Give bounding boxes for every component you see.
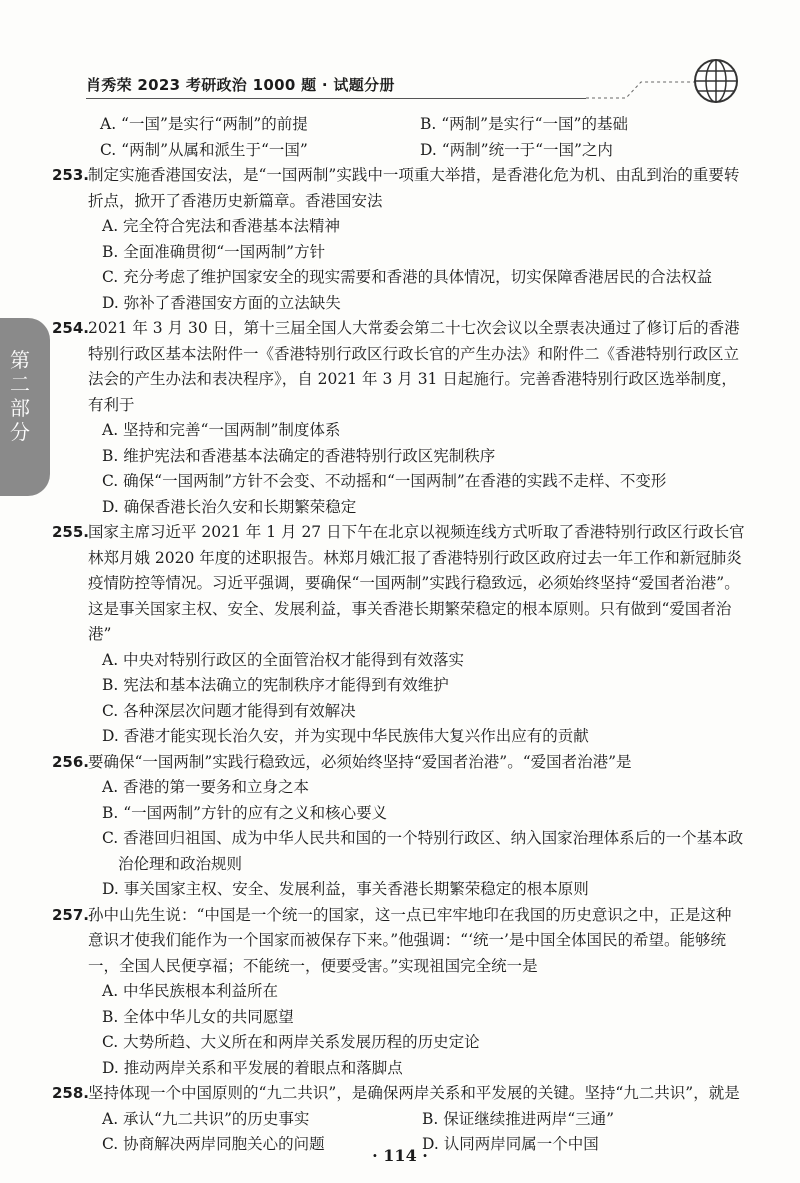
header-dashed-line (586, 68, 696, 100)
question-number: 256. (52, 752, 90, 771)
section-tab-char: 部 (10, 396, 30, 420)
question-stem: 国家主席习近平 2021 年 1 月 27 日下午在北京以视频连线方式听取了香港特别行政区行政长官林郑月娥 2020 年度的述职报告。林郑月娥汇报了香港特别行政区政府过去一年工作和新冠肺炎疫情防控等情况。习近平强调，要确保“一国两制”实践行稳致远，必须始终坚持“爱国者治港”。这是事关国家主权、安全、发展利益，事关香港长期繁荣稳定的根本原则。只有做到“爱国者治港” (88, 523, 745, 643)
option: C. 香港回归祖国、成为中华人民共和国的一个特别行政区、纳入国家治理体系后的一个基本政治伦理和政治规则 (102, 829, 744, 873)
option: D. 认同两岸同属一个中国 (422, 1135, 599, 1153)
option: C. “两制”从属和派生于“一国” (100, 140, 308, 159)
option: C. 协商解决两岸同胞关心的问题 (102, 1135, 325, 1153)
question-number: 254. (52, 319, 90, 337)
option: A. 中央对特别行政区的全面管治权才能得到有效落实 (102, 650, 465, 669)
option: B. “两制”是实行“一国”的基础 (420, 115, 628, 133)
option: D. 香港才能实现长治久安，并为实现中华民族伟大复兴作出应有的贡献 (102, 727, 589, 745)
option: B. 保证继续推进两岸“三通” (422, 1109, 615, 1128)
question-stem: 坚持体现一个中国原则的“九二共识”，是确保两岸关系和平发展的关键。坚持“九二共识”，就是 (88, 1084, 740, 1102)
header-rule (86, 98, 586, 99)
option: D. 推动两岸关系和平发展的着眼点和落脚点 (102, 1058, 403, 1077)
option: B. 全面准确贯彻“一国两制”方针 (102, 242, 326, 261)
question-number: 253. (52, 166, 90, 184)
question-stem: 制定实施香港国安法，是“一国两制”实践中一项重大举措，是香港化危为机、由乱到治的重要转折点，掀开了香港历史新篇章。香港国安法 (88, 166, 740, 210)
question-256 (52, 750, 746, 903)
option: B. 全体中华儿女的共同愿望 (102, 1007, 294, 1026)
option: B. 维护宪法和香港基本法确定的香港特别行政区宪制秩序 (102, 446, 496, 465)
option: D. 弥补了香港国安方面的立法缺失 (102, 293, 341, 312)
prev-question-options (100, 112, 746, 163)
option: A. 坚持和完善“一国两制”制度体系 (102, 421, 341, 439)
question-stem: 要确保“一国两制”实践行稳致远，必须始终坚持“爱国者治港”。“爱国者治港”是 (88, 752, 632, 771)
question-257 (52, 903, 746, 1082)
option: C. 各种深层次问题才能得到有效解决 (102, 701, 356, 720)
option: B. “一国两制”方针的应有之义和核心要义 (102, 803, 388, 822)
option: B. 宪法和基本法确立的宪制秩序才能得到有效维护 (102, 676, 449, 694)
option: C. 确保“一国两制”方针不会变、不动摇和“一国两制”在香港的实践不走样、不变形 (102, 472, 667, 490)
section-tab-char: 分 (10, 420, 30, 444)
option: A. 香港的第一要务和立身之本 (102, 778, 310, 796)
option: D. 事关国家主权、安全、发展利益，事关香港长期繁荣稳定的根本原则 (102, 880, 589, 898)
option: A. 中华民族根本利益所在 (102, 982, 279, 1000)
question-stem: 2021 年 3 月 30 日，第十三届全国人大常委会第二十七次会议以全票表决通过了修订后的香港特别行政区基本法附件一《香港特别行政区行政长官的产生办法》和附件二《香港特别行政区立法会的产生办法和表决程序》，自 2021 年 3 月 31 日起施行。完善香港特别行政区选举制度，有利于 (88, 319, 740, 414)
question-stem: 孙中山先生说：“中国是一个统一的国家，这一点已牢牢地印在我国的历史意识之中，正是这种意识才使我们能作为一个国家而被保存下来。”他强调：“‘统一’是中国全体国民的希望。能够统一，全国人民便享福；不能统一，便要受害。”实现祖国完全统一是 (88, 905, 732, 975)
section-tab-char: 第 (10, 348, 30, 372)
page-number: · 114 · (372, 1146, 428, 1165)
question-number: 258. (52, 1084, 90, 1102)
question-list (52, 112, 746, 1158)
section-tab-label (9, 348, 31, 444)
option: A. 承认“九二共识”的历史事实 (102, 1109, 310, 1128)
question-number: 255. (52, 523, 90, 541)
question-number: 257. (52, 905, 90, 924)
option: A. “一国”是实行“两制”的前提 (100, 115, 308, 133)
globe-icon (693, 58, 739, 104)
question-255 (52, 520, 746, 750)
option: C. 充分考虑了维护国家安全的现实需要和香港的具体情况，切实保障香港居民的合法权益 (102, 268, 713, 286)
option: C. 大势所趋、大义所在和两岸关系发展历程的历史定论 (102, 1033, 480, 1051)
option: D. “两制”统一于“一国”之内 (420, 140, 613, 159)
option: A. 完全符合宪法和香港基本法精神 (102, 217, 341, 235)
book-title: 肖秀荣 2023 考研政治 1000 题 · 试题分册 (86, 76, 395, 94)
question-254 (52, 316, 746, 520)
option: D. 确保香港长治久安和长期繁荣稳定 (102, 497, 357, 516)
section-tab-char: 二 (10, 372, 30, 396)
question-253 (52, 163, 746, 316)
